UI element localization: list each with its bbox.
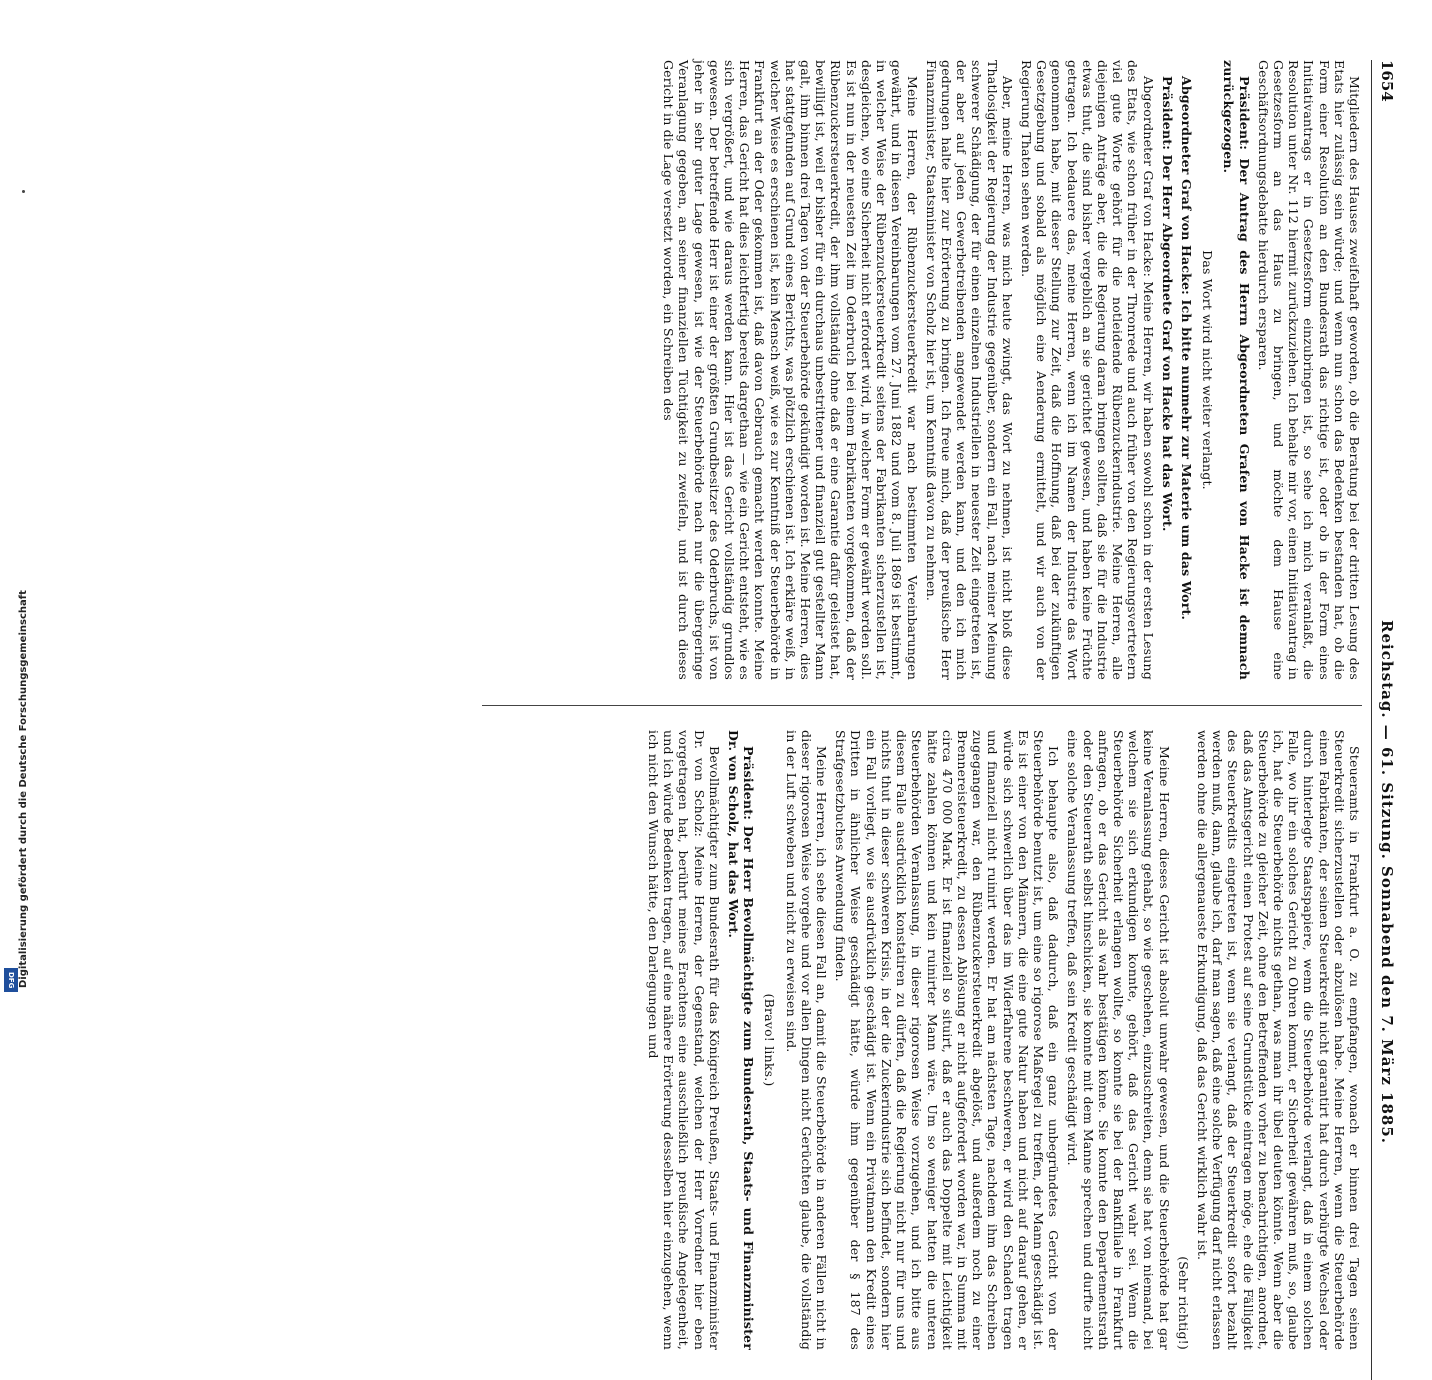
- interjection: (Sehr richtig!): [1175, 1256, 1191, 1350]
- paragraph: Steueramts in Frankfurt a. O. zu empfangen, wonach er binnen drei Tagen seinen Steuerkredit sicherzustellen oder abzulösen habe. Meine Herren, wenn die Steuerbehörde einen Fabrikanten, der seinen Steuerkredit nicht garantirt hat durch verbürgte Wechsel oder durch hinterlegte Staatspapiere, wenn die Steuerbehörde verlangt, daß in einem solchen Falle, wo ihr ein solches Gericht zu Ohren kommt, er Sicherheit gewähren muß, so, glaube ich, hat die Steuerbehörde nichts gethan, was man ihr übel deuten könnte. Wenn aber die Steuerbehörde zu gleicher Zeit, ohne den Betreffenden vorher zu benachrichtigen, anordnet, daß das Amtsgericht einen Protest auf seine Grundstücke eintragen möge, ehe die Fälligkeit des Steuerkredits eingetreten ist, wenn sie verlangt, daß der Steuerkredit sofort bezahlt werden muß, dann, glaube ich, darf man sagen, daß eine solche Verfügung darf nicht erlassen werden ohne die allergenaueste Erkundigung, daß das Gericht wirklich wahr ist.: [1194, 730, 1362, 1350]
- speaker-paragraph: Abgeordneter Graf von Hacke: Ich bitte nunmehr zur Materie um das Wort.: [1178, 76, 1194, 621]
- paragraph: Das Wort wird nicht weiter verlangt.: [1200, 250, 1216, 490]
- paragraph: Abgeordneter Graf von Hacke: Meine Herren, wir haben sowohl schon in der ersten Lesung des Etats, wie schon früher in der Thronrede und auch früher von den Regierungsvertretern viel gute Worte gehört für die notleidende Rübenzuckerindustrie. Meine Herren, alle diejenigen Anträge aber, die die Regierung daran bringen sollten, daß sie für die Industrie etwas thut, die sind bisher vergeblich an sie gerichtet gewesen, und haben keine Früchte getragen. Ich bedauere das, meine Herren, wenn ich im Namen der Industrie das Wort genommen habe, mit dieser Stellung zur Zeit, daß die Hoffnung, daß bei der zukünftigen Gesetzgebung und sobald als möglich eine Aenderung ermittelt, und wir auch von der Regierung Thaten sehen werden.: [1018, 60, 1156, 680]
- interjection: (Bravo! links.): [762, 993, 778, 1087]
- speaker-paragraph: Präsident: Der Herr Abgeordnete Graf von Hacke hat das Wort.: [1159, 76, 1175, 532]
- header-rule: [1371, 60, 1372, 1380]
- digitization-credit: [4, 0, 28, 1000]
- left-column: [657, 60, 1362, 680]
- paragraph: Aber, meine Herren, was mich heute zwingt, das Wort zu nehmen, ist nicht bloß diese Thatlosigkeit der Regierung der Industrie gegenüber, sondern ein Fall, nach meiner Meinung schwerer Schädigung, der für einen einzelnen Industriellen in neuester Zeit eingetreten ist, der aber auf jeden Gewerbetreibenden angewendet werden kann, und den ich mich gedrungen halte hier zur Erörterung zu bringen. Ich freue mich, daß der preußische Herr Finanzminister, Staatsminister von Scholz hier ist, um Kenntniß davon zu nehmen.: [923, 60, 1015, 680]
- paragraph: Meine Herren, der Rübenzuckersteuerkredit war nach bestimmten Vereinbarungen gewährt, und in diesen Vereinbarungen vom 27. Juni 1882 und vom 8. Juli 1869 ist bestimmt, in welcher Weise der Rübenzuckersteuerkredit seitens der Fabrikanten sicherzustellen ist, desgleichen, wo eine Sicherheit nicht erfordert wird, in welcher Form er gewährt werden soll. Es ist nun in der neuesten Zeit im Oderbruch bei einem Fabrikanten vorgekommen, daß der Rübenzuckersteuerkredit, der ihm vollständig ohne daß er eine Garantie dafür geleistet hat, bewilligt ist, weil er bisher für ein durchaus unbestrittener und finanziell gut gestellter Mann galt, ihm binnen drei Tagen von der Steuerbehörde gekündigt worden ist. Meine Herren, dies hat stattgefunden auf Grund eines Berichts, was plötzlich erschienen ist. Ich erkläre weiß, in welcher Weise es erschienen ist, kein Mensch weiß, wie es zur Kenntniß der Steuerbehörde in Frankfurt an der Oder gekommen ist, daß davon Gebrauch gemacht werden konnte. Meine Herren, das Gericht hat dies leichtfertig bereits dargethan — wie ein Gericht entsteht, wie es sich vergrößert, und wie daraus werden kann. Hier ist das Gericht vollständig grundlos gewesen. Der betreffende Herr ist einer der größten Grundbesitzer des Oderbruchs, ist von jeher in sehr guter Lage gewesen, ist wie der Steuerbehörde nach nur die übergeringe Veranlagung gegeben, an seiner finanziellen Tüchtigkeit zu zweifeln, und ist durch dieses Gericht in die Lage versetzt worden, ein Schreiben des: [661, 60, 920, 680]
- paragraph: Bevollmächtigter zum Bundesrath für das Königreich Preußen, Staats- und Finanzminister Dr. von Scholz: Meine Herren, der Gegenstand, welchen der Herr Vorredner hier eben vorgetragen hat, berührt meines Erachtens eine ausschließlich preußische Angelegenheit, und ich würde Bedenken tragen, auf eine nähere Erörterung desselben hier einzugehen, wenn ich nicht den Wunsch hätte, den Darlegungen und: [646, 730, 722, 1350]
- column-divider: [482, 705, 1362, 706]
- scan-artifact-dot: [22, 190, 25, 193]
- paragraph: Ich behaupte also, daß dadurch, daß ein ganz unbegründetes Gericht von der Steuerbehörde benutzt ist, um eine so rigorose Maßregel zu treffen, der Mann geschädigt ist. Es ist einer von den Männern, die eine gute Natur haben und nicht auf darauf gehen, er würde sich schwerlich über das im Widerfahrene beschweren, er wird den Schaden tragen und finanziell nicht ruinirt werden. Er hat am nächsten Tage, nachdem ihm das Schreiben zugegangen war, den Rübenzuckersteuerkredit abgelöst, und außerdem noch zu einer Brennereisteuerkredit, zu dessen Ablösung er nicht aufgefordert worden war, in Summa mit circa 470 000 Mark. Er ist finanziell so situirt, daß er auch das Doppelte mit Leichtigkeit hätte zahlen können und kein ruinirter Mann wäre. Um so weniger hatten die unteren Steuerbehörden Veranlassung, in dieser rigorosen Weise vorzugehen, und ich bitte aus diesem Falle ausdrücklich konstatiren zu dürfen, daß die Regierung nicht nur für uns und nichts thut in dieser schweren Krisis, in der die Zuckerindustrie sich befindet, sondern hier ein Fall vorliegt, wo sie ausdrücklich geschädigt ist. Wenn ein Privatmann den Kredit eines Dritten in ähnlicher Weise geschädigt hätte, würde ihm gegenüber der § 187 des Strafgesetzbuches Anwendung finden.: [833, 730, 1062, 1350]
- right-column: [642, 730, 1362, 1350]
- credit-text: Digitalisierung gefördert durch die Deutsche Forschungsgemeinschaft: [18, 590, 29, 988]
- speaker-paragraph: Präsident: Der Herr Bevollmächtigte zum Bundesrath, Staats- und Finanzminister Dr. von Scholz, hat das Wort.: [726, 730, 757, 1350]
- page-title: Reichstag. — 61. Sitzung. Sonnabend den 7. März 1885.: [1378, 620, 1396, 1145]
- page-number: 1654: [1378, 60, 1396, 102]
- paragraph: Mitgliedern des Hauses zweifelhaft geworden, ob die Beratung bei der dritten Lesung des Etats hier zulässig sein würde; und wenn nun schon das Bedenken bestanden hat, ob die Form einer Resolution an den Bundesrath das richtige ist, oder ob in der Form eines Initiativantrags er in Gesetzesform einzubringen ist, so sehe ich mich veranlaßt, die Resolution unter Nr. 112 hiermit zurückzuziehen. Ich behalte mir vor, einen Initiativantrag in Gesetzesform an das Haus zu bringen, und möchte dem Hause eine Geschäftsordnungsdebatte hierdurch ersparen.: [1255, 60, 1362, 680]
- paragraph: Meine Herren, dieses Gericht ist absolut unwahr gewesen, und die Steuerbehörde hat gar keine Veranlassung gehabt, so wie geschehen, einzuschreiten, denn sie hat von niemand, bei welchem sie sich erkundigen konnte, gehört, daß das Gericht wahr sei. Wenn die Steuerbehörde Sicherheit erlangen wollte, so konnte sie bei der Bankfiliale in Frankfurt anfragen, ob er das Gericht als wahr bestätigen könne. Sie konnte den Departementsrath oder den Steuerrath selbst hinschicken, sie konnte mit dem Manne sprechen und durfte nicht eine solche Veranlassung treffen, daß sein Kredit geschädigt wird.: [1065, 730, 1172, 1350]
- dfg-logo-icon: DFG: [4, 968, 18, 992]
- paragraph: Meine Herren, ich sehe diesen Fall an, damit die Steuerbehörde in anderen Fällen nicht in dieser rigorosen Weise vorgehe und vor allen Dingen nicht Gerüchten glaube, die vollständig in der Luft schweben und nicht zu erweisen sind.: [783, 730, 830, 1350]
- speaker-paragraph: Präsident: Der Antrag des Herrn Abgeordneten Grafen von Hacke ist demnach zurückgezogen.: [1221, 60, 1252, 680]
- page-header: [1372, 60, 1396, 1380]
